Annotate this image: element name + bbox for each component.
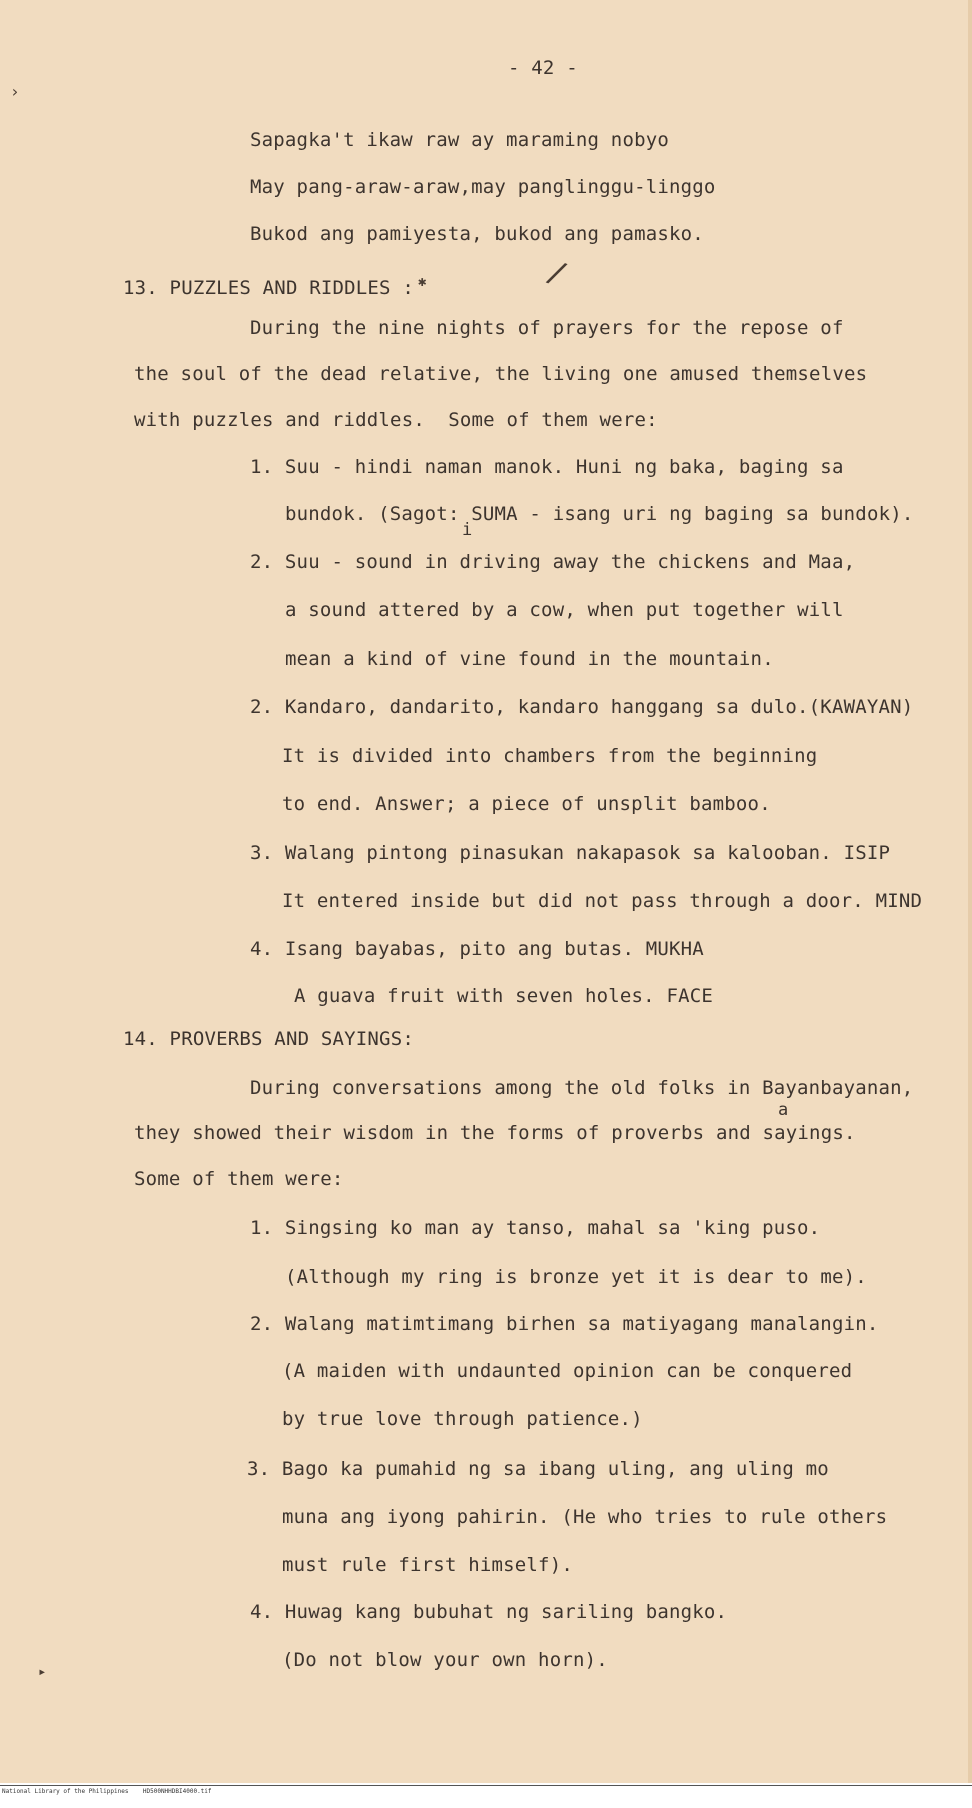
riddle-line: bundok. (Sagot: SUMA - isang uri ng baging sa bundok). xyxy=(285,503,914,525)
section14-intro-3: Some of them were: xyxy=(134,1168,344,1190)
section13-heading: 13. PUZZLES AND RIDDLES : xyxy=(123,277,414,299)
proverb-line: 3. Bago ka pumahid ng sa ibang uling, ang uling mo xyxy=(247,1458,829,1480)
section13-intro-3: with puzzles and riddles. Some of them were: xyxy=(134,409,658,431)
riddle-line: to end. Answer; a piece of unsplit bamboo. xyxy=(282,793,771,815)
riddle-line: mean a kind of vine found in the mountain. xyxy=(285,648,774,670)
riddle-line: It is divided into chambers from the beginning xyxy=(282,745,818,767)
riddle-line: A guava fruit with seven holes. FACE xyxy=(294,985,714,1007)
proverb-line: by true love through patience.) xyxy=(282,1408,643,1430)
song-line-1: Sapagka't ikaw raw ay maraming nobyo xyxy=(250,129,670,151)
proverb-line: 4. Huwag kang bubuhat ng sariling bangko. xyxy=(250,1601,728,1623)
riddle-line: a sound attered by a cow, when put together will xyxy=(285,599,844,621)
proverb-line: must rule first himself). xyxy=(282,1554,573,1576)
proverb-line: (Do not blow your own horn). xyxy=(282,1649,608,1671)
proverb-line: (Although my ring is bronze yet it is dear to me). xyxy=(285,1266,867,1288)
song-line-3: Bukod ang pamiyesta, bukod ang pamasko. xyxy=(250,223,704,245)
asterisk-mark: ✱ xyxy=(418,274,427,290)
riddle-line: 2. Kandaro, dandarito, kandaro hanggang sa dulo.(KAWAYAN) xyxy=(250,696,914,718)
footer-rule xyxy=(0,1785,972,1786)
song-line-2: May pang-araw-araw,may panglinggu-linggo xyxy=(250,176,716,198)
riddle-line: 3. Walang pintong pinasukan nakapasok sa kalooban. ISIP xyxy=(250,842,891,864)
speck-mark: ▸ xyxy=(38,1664,47,1680)
riddle-line: 2. Suu - sound in driving away the chickens and Maa, xyxy=(250,551,856,573)
scan-footer xyxy=(0,1783,972,1808)
section14-intro-2: they showed their wisdom in the forms of proverbs and sayings. xyxy=(134,1122,856,1144)
section14-heading: 14. PROVERBS AND SAYINGS: xyxy=(123,1028,414,1050)
page-number: - 42 - xyxy=(508,57,578,79)
correction-letter: a xyxy=(778,1100,789,1120)
proverb-line: (A maiden with undaunted opinion can be conquered xyxy=(282,1360,853,1382)
section13-intro-2: the soul of the dead relative, the living one amused themselves xyxy=(134,363,868,385)
riddle-line: It entered inside but did not pass through a door. MIND xyxy=(282,890,923,912)
section14-intro-1: During conversations among the old folks in Bayanbayanan, xyxy=(250,1077,914,1099)
riddle-line: 1. Suu - hindi naman manok. Huni ng baka, baging sa xyxy=(250,456,844,478)
correction-letter: i xyxy=(462,520,473,540)
proverb-line: 1. Singsing ko man ay tanso, mahal sa 'king puso. xyxy=(250,1217,821,1239)
proverb-line: muna ang iyong pahirin. (He who tries to rule others xyxy=(282,1506,888,1528)
pencil-slash-mark: / xyxy=(542,253,572,294)
page-edge xyxy=(968,0,972,1783)
riddle-line: 4. Isang bayabas, pito ang butas. MUKHA xyxy=(250,938,704,960)
footer-caption: National Library of the Philippines HD500NHHDBI4000.tif xyxy=(2,1788,212,1795)
section13-intro-1: During the nine nights of prayers for the repose of xyxy=(250,317,844,339)
proverb-line: 2. Walang matimtimang birhen sa matiyagang manalangin. xyxy=(250,1313,879,1335)
speck-mark: › xyxy=(10,82,20,101)
